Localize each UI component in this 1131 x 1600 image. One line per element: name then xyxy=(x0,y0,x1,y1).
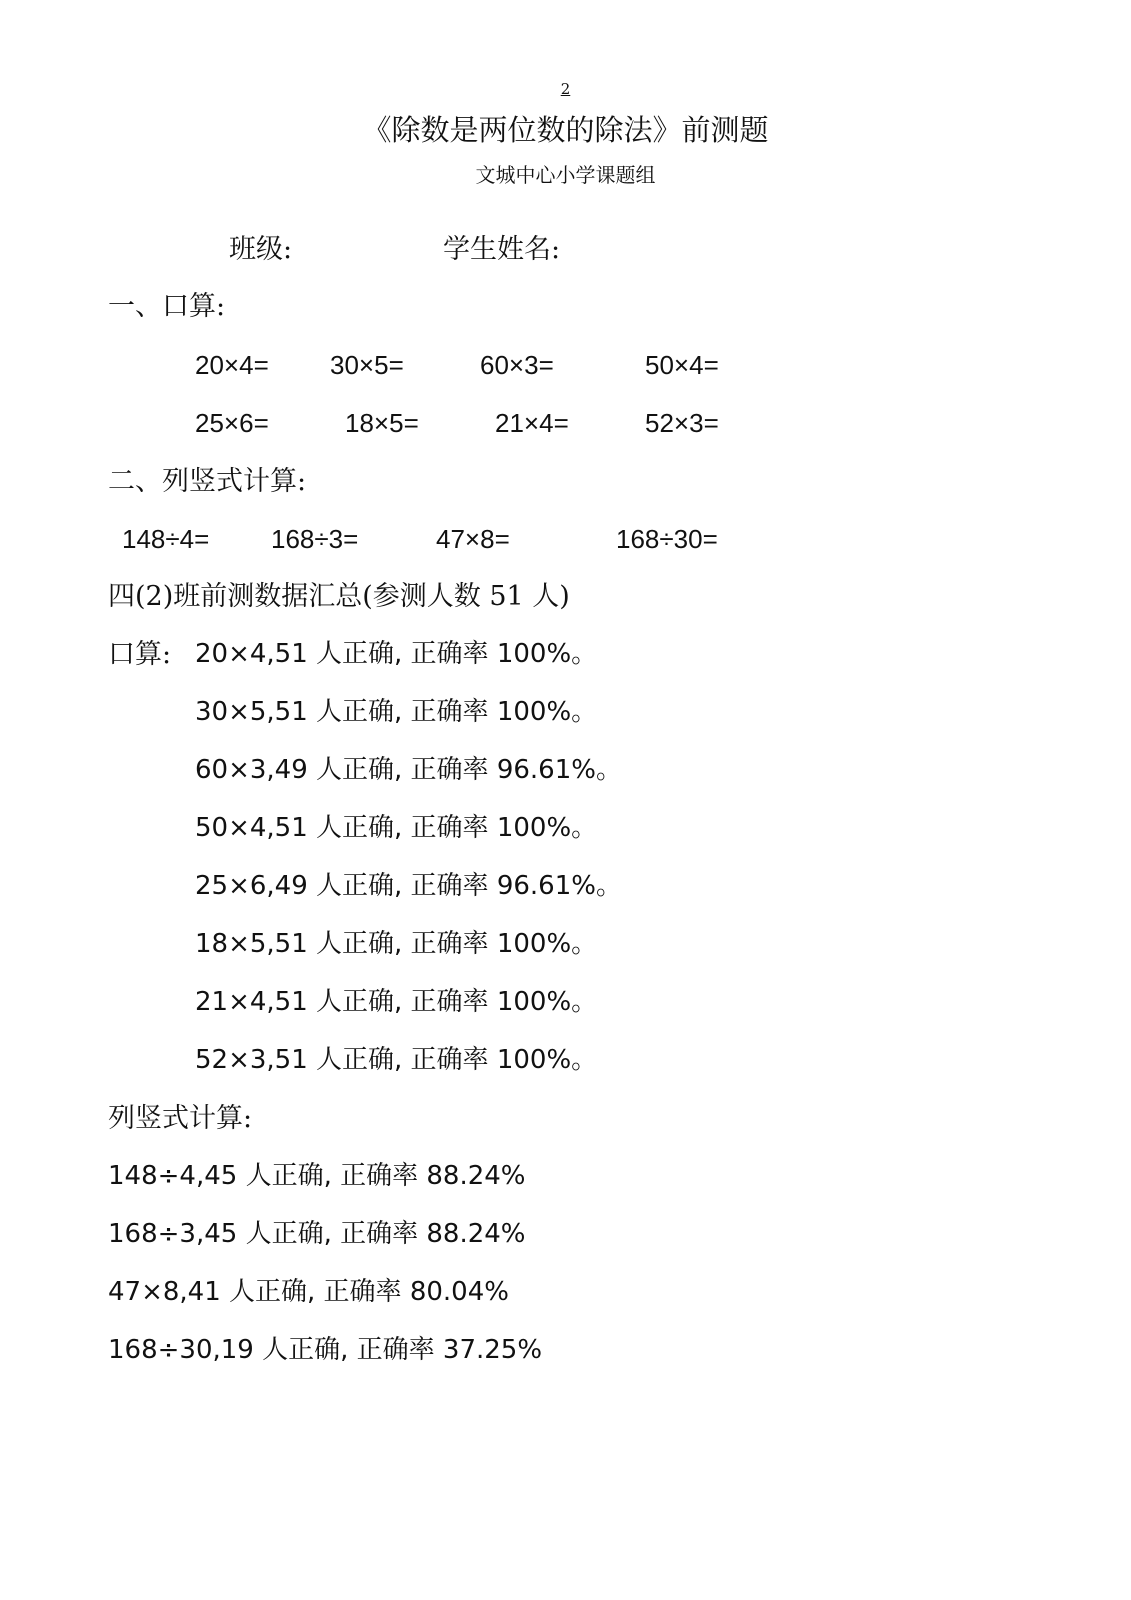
page-number-text: 2 xyxy=(560,80,571,98)
document-subtitle: 文城中心小学课题组 xyxy=(475,163,656,187)
oral-result-row: 25×6,49 人正确, 正确率 96.61%。 xyxy=(195,871,622,901)
oral-question: 60×3= xyxy=(480,350,554,380)
section-oral-heading: 一、口算: xyxy=(108,291,226,322)
oral-result-row: 30×5,51 人正确, 正确率 100%。 xyxy=(195,697,598,727)
vertical-question: 148÷4= xyxy=(122,524,210,554)
vertical-question: 168÷3= xyxy=(271,524,359,554)
vertical-result-row: 47×8,41 人正确, 正确率 80.04% xyxy=(108,1277,509,1307)
vertical-result-row: 168÷3,45 人正确, 正确率 88.24% xyxy=(108,1219,526,1249)
oral-question: 21×4= xyxy=(495,408,569,438)
oral-result-row: 52×3,51 人正确, 正确率 100%。 xyxy=(195,1045,598,1075)
page-number xyxy=(0,82,1131,97)
oral-question: 30×5= xyxy=(330,350,404,380)
vertical-results-label: 列竖式计算: xyxy=(108,1103,253,1134)
summary-heading: 四(2)班前测数据汇总(参测人数 51 人) xyxy=(108,581,570,612)
oral-result-row: 60×3,49 人正确, 正确率 96.61%。 xyxy=(195,755,622,785)
student-name-label: 学生姓名: xyxy=(443,234,561,265)
oral-question: 20×4= xyxy=(195,350,269,380)
oral-question: 18×5= xyxy=(345,408,419,438)
oral-results-label: 口算: xyxy=(108,639,172,670)
oral-result-row: 50×4,51 人正确, 正确率 100%。 xyxy=(195,813,598,843)
class-label: 班级: xyxy=(229,234,293,265)
vertical-result-row: 148÷4,45 人正确, 正确率 88.24% xyxy=(108,1161,526,1191)
oral-question: 50×4= xyxy=(645,350,719,380)
section-vertical-heading: 二、列竖式计算: xyxy=(108,466,307,497)
document-title: 《除数是两位数的除法》前测题 xyxy=(362,113,769,147)
oral-question: 25×6= xyxy=(195,408,269,438)
oral-result-row: 21×4,51 人正确, 正确率 100%。 xyxy=(195,987,598,1017)
oral-result-row: 20×4,51 人正确, 正确率 100%。 xyxy=(195,639,598,669)
oral-question: 52×3= xyxy=(645,408,719,438)
vertical-result-row: 168÷30,19 人正确, 正确率 37.25% xyxy=(108,1335,543,1365)
vertical-question: 168÷30= xyxy=(616,524,718,554)
vertical-question: 47×8= xyxy=(436,524,510,554)
oral-result-row: 18×5,51 人正确, 正确率 100%。 xyxy=(195,929,598,959)
